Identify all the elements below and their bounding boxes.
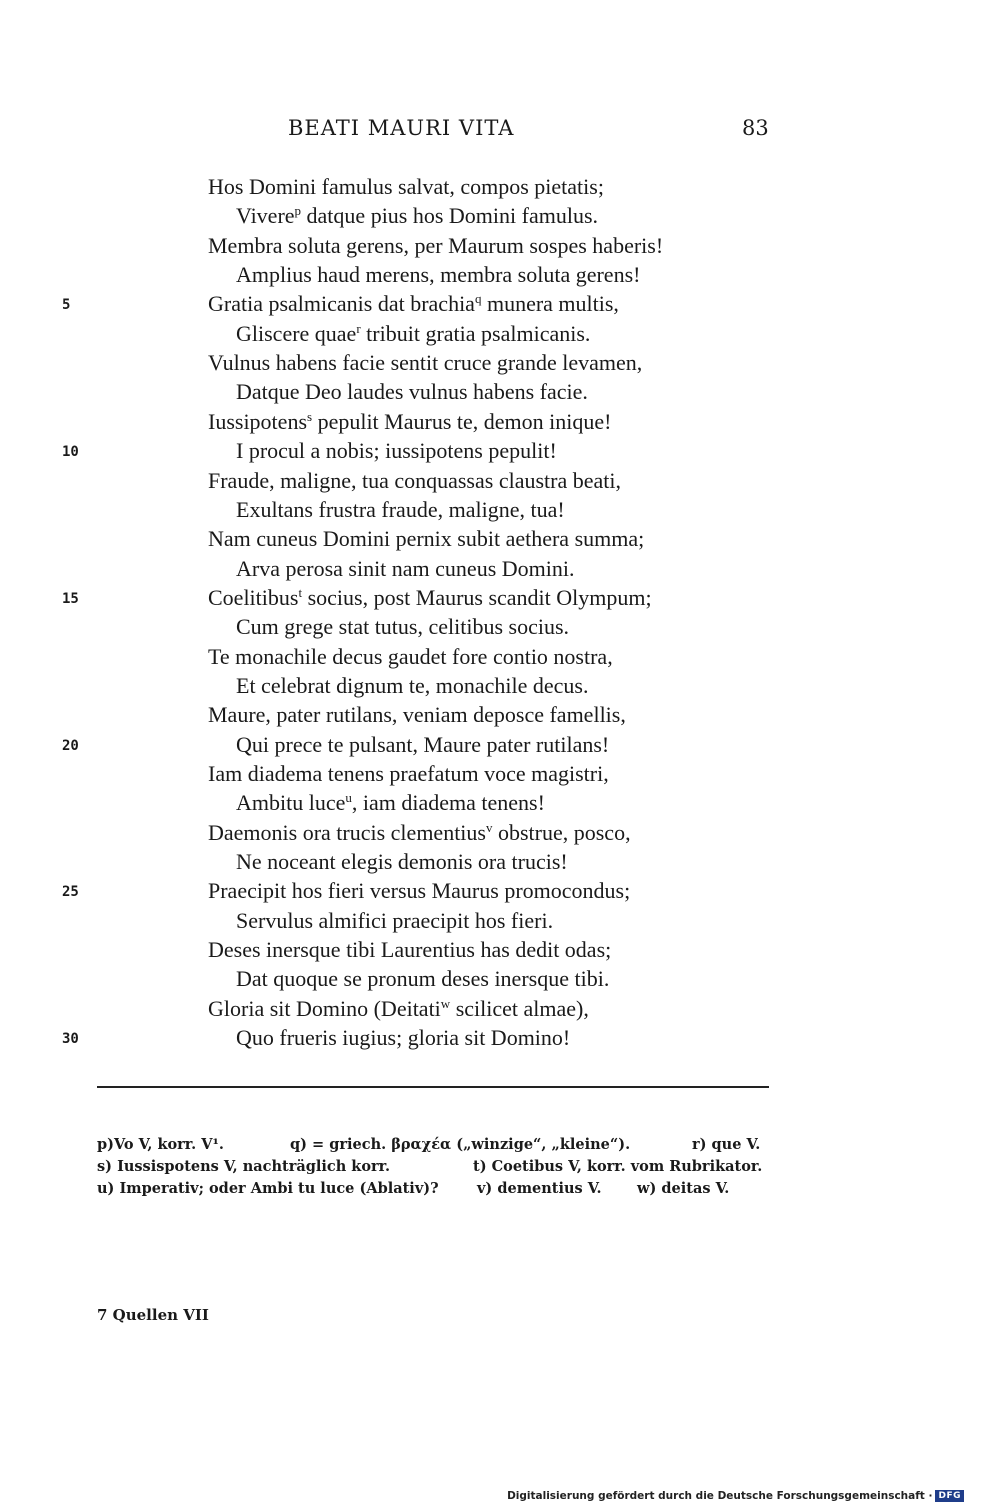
verse-line: [236, 792, 545, 814]
verse-text: pepulit Maurus te, demon inique!: [312, 408, 612, 434]
verse-text: Quo frueris iugius; gloria sit Domino!: [236, 1025, 571, 1051]
verse-text: Vulnus habens facie sentit cruce grande levamen,: [208, 350, 643, 376]
verse-text: munera multis,: [481, 291, 619, 317]
verse-text: Fraude, maligne, tua conquassas claustra beati,: [208, 467, 621, 493]
verse-line: [236, 907, 554, 933]
line-number: 5: [62, 297, 71, 314]
verse-text: socius, post Maurus scandit Olympum;: [302, 584, 652, 610]
verse-text: , iam diadema tenens!: [351, 790, 545, 816]
footnote-marker: t: [298, 584, 303, 600]
verse-text: Nam cuneus Domini pernix subit aethera summa;: [208, 526, 645, 552]
verse-line: [208, 584, 652, 610]
verse-line: [236, 381, 588, 403]
footnote-marker: s: [307, 408, 313, 424]
verse-line: [208, 643, 613, 669]
verse-text: Daemonis ora trucis clementius: [208, 819, 486, 845]
verse-line: [208, 232, 664, 258]
verse-line: [208, 528, 644, 550]
line-number: 15: [62, 590, 79, 607]
footnote-marker: w: [440, 995, 451, 1011]
footnote-marker: q: [474, 291, 482, 307]
verse-text: Datque Deo laudes vulnus habens facie.: [236, 379, 588, 405]
verse-text: tribuit gratia psalmicanis.: [360, 320, 591, 346]
verse-text: obstrue, posco,: [492, 819, 631, 845]
verse-line: [236, 205, 598, 227]
verse-text: Gratia psalmicanis dat brachia: [208, 291, 475, 317]
verse-line: [208, 819, 631, 845]
verse-text: Gliscere quae: [236, 320, 357, 346]
verse-line: [236, 1027, 570, 1049]
verse-line: [236, 968, 609, 990]
footnote-marker: p: [294, 203, 302, 219]
verse-line: [208, 176, 604, 198]
verse-line: [208, 939, 611, 961]
verse-text: Servulus almifici praecipit hos fieri.: [236, 907, 554, 933]
verse-line: [208, 995, 589, 1021]
verse-text: Arva perosa sinit nam cuneus Domini.: [236, 555, 575, 581]
verse-text: Gloria sit Domino (Deitati: [208, 995, 441, 1021]
footnote-divider: [97, 1086, 769, 1088]
digitization-credit: [507, 1490, 964, 1502]
footnote-marker: r: [356, 320, 361, 336]
verse-text: Hos Domini famulus salvat, compos pietatis;: [208, 174, 604, 199]
verse-text: Iussipotens: [208, 408, 307, 434]
line-number: 30: [62, 1031, 79, 1048]
verse-text: Exultans frustra fraude, maligne, tua!: [236, 496, 565, 522]
verse-text: Qui prece te pulsant, Maure pater rutilans!: [236, 731, 610, 757]
verse-line: [208, 293, 619, 315]
footnote-entry: q) = griech. βραχέα („winzige“, „kleine“).: [290, 1136, 631, 1153]
verse-text: Ne noceant elegis demonis ora trucis!: [236, 849, 568, 875]
verse-text: Ambitu luce: [236, 790, 346, 816]
verse-text: Amplius haud merens, membra soluta gerens!: [236, 262, 641, 288]
footnote-entry: t) Coetibus V, korr. vom Rubrikator.: [473, 1158, 763, 1175]
footnote-entry: w) deitas V.: [637, 1180, 730, 1197]
footnote-entry: u) Imperativ; oder Ambi tu luce (Ablativ)?: [97, 1180, 439, 1197]
verse-text: datque pius hos Domini famulus.: [301, 203, 599, 229]
verse-text: Coelitibus: [208, 584, 299, 610]
verse-line: [208, 704, 626, 726]
footnote-entry: v) dementius V.: [477, 1180, 602, 1197]
footnote-entry: r) que V.: [692, 1136, 761, 1153]
dfg-logo: DFG: [935, 1490, 964, 1502]
verse-line: [236, 440, 557, 462]
footnote-marker: u: [345, 790, 352, 806]
verse-text: Et celebrat dignum te, monachile decus.: [236, 672, 589, 698]
verse-line: [208, 763, 609, 785]
line-number: 10: [62, 444, 79, 461]
page-number: 83: [742, 116, 769, 140]
footnote-entry: p)Vo V, korr. V¹.: [97, 1136, 224, 1153]
line-number: 20: [62, 737, 79, 754]
verse-text: Iam diadema tenens praefatum voce magistri,: [208, 761, 609, 786]
line-number: 25: [62, 884, 79, 901]
running-head: BEATI MAURI VITA: [288, 116, 515, 140]
verse-line: [208, 880, 630, 902]
verse-text: I procul a nobis; iussipotens pepulit!: [236, 438, 557, 464]
verse-text: Dat quoque se pronum deses inersque tibi.: [236, 966, 610, 992]
verse-text: Vivere: [236, 203, 295, 229]
footnote-entry: s) Iussispotens V, nachträglich korr.: [97, 1158, 391, 1175]
verse-text: Cum grege stat tutus, celitibus socius.: [236, 614, 570, 640]
verse-text: scilicet almae),: [450, 995, 589, 1021]
verse-line: [208, 467, 621, 493]
verse-line: [236, 731, 610, 757]
verse-text: Praecipit hos fieri versus Maurus promocondus;: [208, 878, 631, 904]
verse-text: Te monachile decus gaudet fore contio nostra,: [208, 643, 613, 669]
verse-line: [236, 555, 575, 581]
verse-line: [236, 496, 565, 522]
verse-text: Deses inersque tibi Laurentius has dedit odas;: [208, 937, 612, 963]
verse-line: [236, 320, 591, 346]
verse-line: [208, 352, 642, 374]
footnote-marker: v: [485, 819, 493, 835]
verse-line: [236, 264, 640, 286]
verse-line: [208, 408, 612, 434]
verse-text: Membra soluta gerens, per Maurum sospes haberis!: [208, 232, 664, 258]
credit-text: Digitalisierung gefördert durch die Deutsche Forschungsgemeinschaft ·: [507, 1490, 933, 1502]
verse-text: Maure, pater rutilans, veniam deposce famellis,: [208, 702, 626, 728]
signature-mark: 7 Quellen VII: [97, 1306, 209, 1324]
verse-line: [236, 672, 589, 698]
verse-line: [236, 616, 569, 638]
verse-line: [236, 851, 568, 873]
